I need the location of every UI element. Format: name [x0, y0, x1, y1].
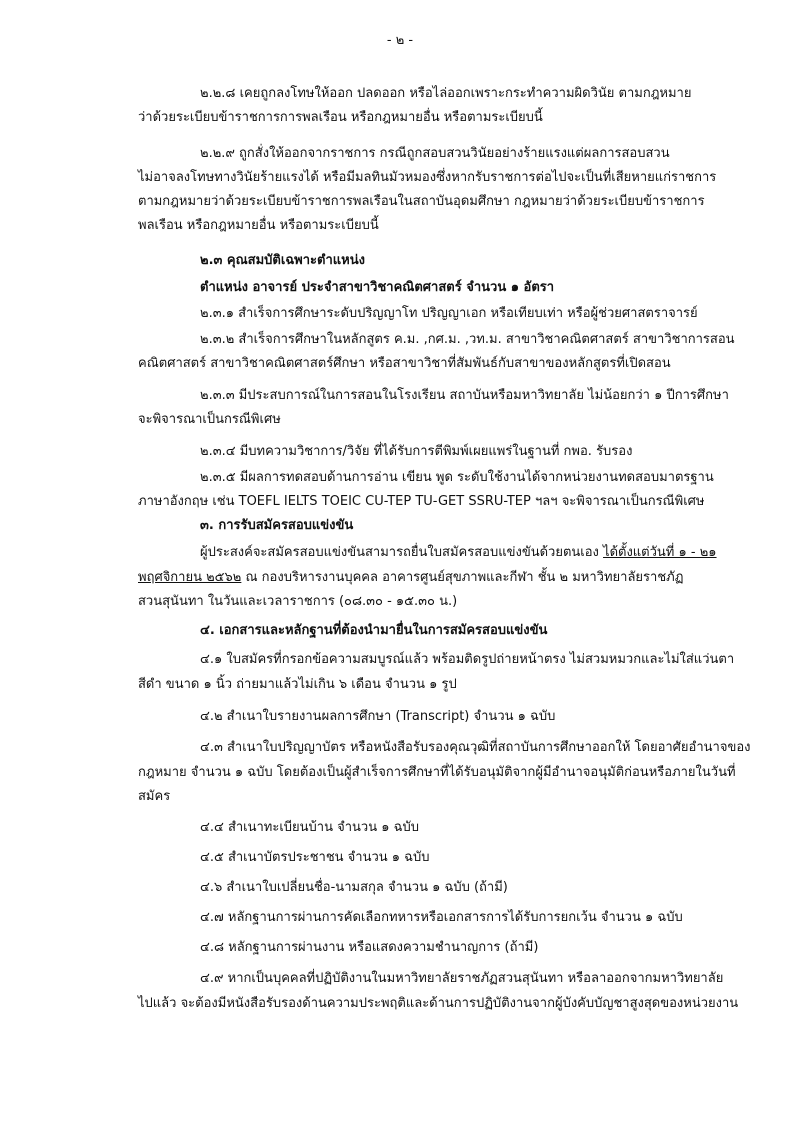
- document-4-5: ๔.๕ สำเนาบัตรประชาชน จำนวน ๑ ฉบับ: [200, 850, 430, 865]
- qualification-2-3-2-line-2: คณิตศาสตร์ สาขาวิชาคณิตศาสตร์ศึกษา หรือสาขาวิชาที่สัมพันธ์กับสาขาของหลักสูตรที่เปิดสอน: [138, 356, 671, 371]
- document-4-3-line-3: สมัคร: [138, 789, 171, 804]
- qualification-2-3-3-line-1: ๒.๓.๓ มีประสบการณ์ในการสอนในโรงเรียน สถาบันหรือมหาวิทยาลัย ไม่น้อยกว่า ๑ ปีการศึกษา: [200, 388, 729, 403]
- application-paragraph-line-1: [200, 545, 717, 561]
- position-title: ตำแหน่ง อาจารย์ ประจำสาขาวิชาคณิตศาสตร์ จำนวน ๑ อัตรา: [200, 280, 555, 295]
- document-4-1-line-1: ๔.๑ ใบสมัครที่กรอกข้อความสมบูรณ์แล้ว พร้อมติดรูปถ่ายหน้าตรง ไม่สวมหมวกและไม่ใส่แว่นตา: [200, 652, 735, 667]
- qualification-2-3-5-line-2: ภาษาอังกฤษ เช่น TOEFL IELTS TOEIC CU-TEP TU-GET SSRU-TEP ฯลฯ จะพิจารณาเป็นกรณีพิเศษ: [138, 494, 705, 509]
- document-4-2: ๔.๒ สำเนาใบรายงานผลการศึกษา (Transcript) จำนวน ๑ ฉบับ: [200, 709, 556, 724]
- qualification-2-3-3-line-2: จะพิจารณาเป็นกรณีพิเศษ: [138, 412, 281, 427]
- application-date-end: พฤศจิกายน ๒๕๖๒: [138, 570, 242, 585]
- page-number: - ๒ -: [386, 33, 414, 48]
- clause-2-2-9-line-2: ไม่อาจลงโทษทางวินัยร้ายแรงได้ หรือมีมลทินมัวหมองซึ่งหากรับราชการต่อไปจะเป็นที่เสียหายแก่ราชการ: [138, 170, 717, 185]
- document-4-3-line-2: กฎหมาย จำนวน ๑ ฉบับ โดยต้องเป็นผู้สำเร็จการศึกษาที่ได้รับอนุมัติจากผู้มีอำนาจอนุมัติก่อนหรือภายในวันที่: [138, 765, 736, 780]
- document-4-9-line-2: ไปแล้ว จะต้องมีหนังสือรับรองด้านความประพฤติและด้านการปฏิบัติงานจากผู้บังคับบัญชาสูงสุดของหน่วยงาน: [138, 996, 739, 1011]
- clause-2-2-8-line-1: ๒.๒.๘ เคยถูกลงโทษให้ออก ปลดออก หรือไล่ออกเพราะกระทำความผิดวินัย ตามกฎหมาย: [200, 86, 692, 101]
- document-4-4: ๔.๔ สำเนาทะเบียนบ้าน จำนวน ๑ ฉบับ: [200, 820, 419, 835]
- section-3-heading: ๓. การรับสมัครสอบแข่งขัน: [200, 518, 354, 533]
- application-location: ณ กองบริหารงานบุคคล อาคารศูนย์สุขภาพและกีฬา ชั้น ๒ มหาวิทยาลัยราชภัฏ: [241, 570, 684, 585]
- document-4-9-line-1: ๔.๙ หากเป็นบุคคลที่ปฏิบัติงานในมหาวิทยาลัยราชภัฏสวนสุนันทา หรือลาออกจากมหาวิทยาลัย: [200, 971, 724, 986]
- clause-2-2-9-line-4: พลเรือน หรือกฎหมายอื่น หรือตามระเบียบนี้: [138, 218, 379, 233]
- clause-2-2-9-line-3: ตามกฎหมายว่าด้วยระเบียบข้าราชการพลเรือนในสถาบันอุดมศึกษา กฎหมายว่าด้วยระเบียบข้าราชการ: [138, 194, 705, 209]
- application-paragraph-line-2: [138, 570, 683, 586]
- qualification-2-3-4: ๒.๓.๔ มีบทความวิชาการ/วิจัย ที่ได้รับการตีพิมพ์เผยแพร่ในฐานที่ กพอ. รับรอง: [200, 444, 633, 459]
- application-text: ผู้ประสงค์จะสมัครสอบแข่งขันสามารถยื่นใบสมัครสอบแข่งขันด้วยตนเอง: [200, 545, 604, 560]
- section-2-3-heading: ๒.๓ คุณสมบัติเฉพาะตำแหน่ง: [200, 253, 365, 268]
- qualification-2-3-1: ๒.๓.๑ สำเร็จการศึกษาระดับปริญญาโท ปริญญาเอก หรือเทียบเท่า หรือผู้ช่วยศาสตราจารย์: [200, 306, 698, 321]
- document-4-6: ๔.๖ สำเนาใบเปลี่ยนชื่อ-นามสกุล จำนวน ๑ ฉบับ (ถ้ามี): [200, 880, 508, 895]
- qualification-2-3-5-line-1: ๒.๓.๕ มีผลการทดสอบด้านการอ่าน เขียน พูด ระดับใช้งานได้จากหน่วยงานทดสอบมาตรฐาน: [200, 470, 714, 485]
- section-4-heading: ๔. เอกสารและหลักฐานที่ต้องนำมายื่นในการสมัครสอบแข่งขัน: [200, 623, 548, 638]
- qualification-2-3-2-line-1: ๒.๓.๒ สำเร็จการศึกษาในหลักสูตร ค.ม. ,กศ.ม. ,วท.ม. สาขาวิชาคณิตศาสตร์ สาขาวิชาการสอน: [200, 332, 735, 347]
- document-4-7: ๔.๗ หลักฐานการผ่านการคัดเลือกทหารหรือเอกสารการได้รับการยกเว้น จำนวน ๑ ฉบับ: [200, 910, 683, 925]
- document-4-3-line-1: ๔.๓ สำเนาใบปริญญาบัตร หรือหนังสือรับรองคุณวุฒิที่สถาบันการศึกษาออกให้ โดยอาศัยอำนาจของ: [200, 740, 751, 755]
- clause-2-2-8-line-2: ว่าด้วยระเบียบข้าราชการการพลเรือน หรือกฎหมายอื่น หรือตามระเบียบนี้: [138, 110, 543, 125]
- clause-2-2-9-line-1: ๒.๒.๙ ถูกสั่งให้ออกจากราชการ กรณีถูกสอบสวนวินัยอย่างร้ายแรงแต่ผลการสอบสวน: [200, 146, 670, 161]
- document-4-1-line-2: สีดำ ขนาด ๑ นิ้ว ถ่ายมาแล้วไม่เกิน ๖ เดือน จำนวน ๑ รูป: [138, 677, 457, 692]
- application-date-start: ได้ตั้งแต่วันที่ ๑ - ๒๑: [603, 545, 717, 560]
- application-paragraph-line-3: สวนสุนันทา ในวันและเวลาราชการ (๐๘.๓๐ - ๑๕.๓๐ น.): [138, 594, 458, 609]
- document-4-8: ๔.๘ หลักฐานการผ่านงาน หรือแสดงความชำนาญการ (ถ้ามี): [200, 940, 539, 955]
